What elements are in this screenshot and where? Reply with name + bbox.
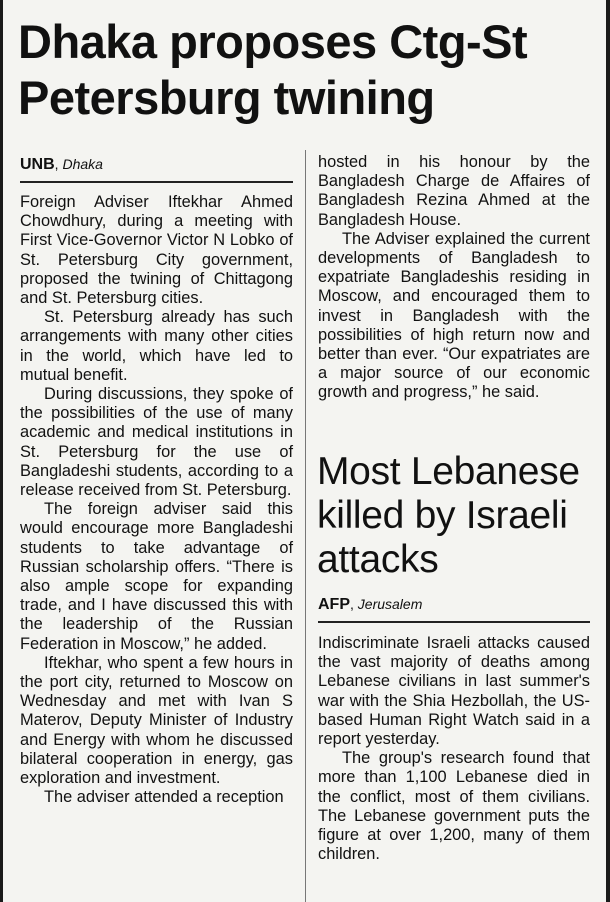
story1-byline: UNB, Dhaka (20, 156, 103, 173)
story1-paragraph: St. Petersburg already has such arrangements with many other cities in the world, which have led to mutual benefit. (20, 308, 293, 384)
page-edge-left (0, 0, 3, 902)
story1-paragraph: The foreign adviser said this would encourage more Bangladeshi students to take advantage of Russian scholarship offers. “There is also ample scope for expanding trade, and I have discussed this with the leadership of the Russian Federation in Moscow,” he added. (20, 500, 293, 653)
story2-byline: AFP, Jerusalem (318, 596, 423, 613)
story1-dateline: Dhaka (62, 156, 103, 172)
story1-continued-paragraph: The Adviser explained the current developments of Bangladesh to expatriate Bangladeshis residing in Moscow, and encouraged them to invest in Bangladesh with the possibilities of high return now and better than ever. “Our expatriates are a major source of our economic growth and progress,” he said. (318, 229, 590, 402)
story2-headline: Most Lebanese killed by Israeli attacks (317, 450, 580, 581)
story1-column-left (20, 193, 293, 808)
story1-headline: Dhaka proposes Ctg-St Petersburg twining (18, 15, 528, 124)
story1-paragraph: During discussions, they spoke of the possibilities of the use of many academic and medical institutions in St. Petersburg for the use of Bangladeshi students, according to a release received from St. Petersburg. (20, 385, 293, 500)
story1-byline-rule (20, 181, 293, 183)
story1-paragraph: Iftekhar, who spent a few hours in the port city, returned to Moscow on Wednesday and met with Ivan S Materov, Deputy Minister of Industry and Energy with whom he discussed bilateral cooperation in energy, gas exploration and investment. (20, 653, 293, 788)
story2-byline-rule (318, 621, 590, 623)
story1-paragraph: The adviser attended a reception (44, 788, 284, 807)
story1-source: UNB (20, 156, 55, 173)
page-edge-right (606, 0, 610, 902)
story2-dateline: Jerusalem (357, 596, 423, 612)
column-divider (305, 150, 306, 902)
story1-continued-paragraph: hosted in his honour by the Bangladesh Charge de Affaires of Bangladesh Rezina Ahmed at the Bangladesh House. (318, 153, 590, 229)
story2-paragraph: Indiscriminate Israeli attacks caused the vast majority of deaths among Lebanese civilians in last summer's war with the Shia Hezbollah, the US-based Human Right Watch said in a report yesterday. (318, 634, 590, 749)
story2-paragraph: The group's research found that more than 1,100 Lebanese died in the conflict, most of them civilians. The Lebanese government puts the figure at over 1,200, many of them children. (318, 749, 590, 864)
story1-column-right (318, 153, 590, 403)
story2-source: AFP (318, 596, 350, 613)
story2-column (318, 634, 590, 864)
story1-paragraph: Foreign Adviser Iftekhar Ahmed Chowdhury, during a meeting with First Vice-Governor Victor N Lobko of St. Petersburg City government, proposed the twining of Chittagong and St. Petersburg cities. (20, 193, 293, 308)
